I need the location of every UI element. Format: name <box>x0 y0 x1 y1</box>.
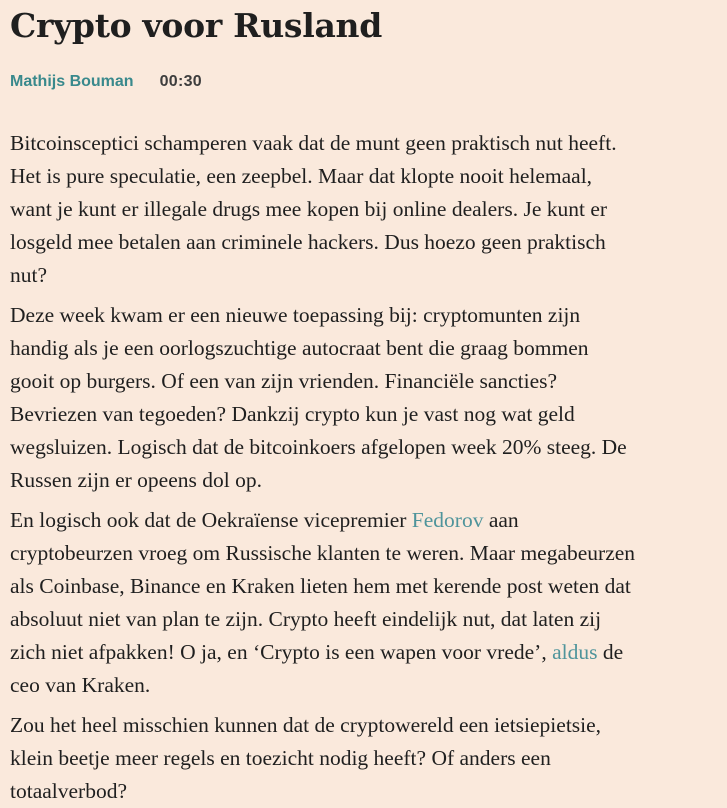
text-segment: gooit op burgers. Of een van zijn vrienden. Financiële sancties? <box>10 369 558 393</box>
text-line <box>10 127 717 160</box>
inline-link-fedorov[interactable]: Fedorov <box>411 508 484 532</box>
text-line <box>10 537 717 570</box>
text-segment: klein beetje meer regels en toezicht nodig heeft? Of anders een <box>10 746 551 770</box>
text-segment: absoluut niet van plan te zijn. Crypto heeft eindelijk nut, dat laten zij <box>10 607 602 631</box>
text-line <box>10 431 717 464</box>
text-segment: Deze week kwam er een nieuwe toepassing bij: cryptomunten zijn <box>10 303 581 327</box>
text-segment: Bitcoinsceptici schamperen vaak dat de munt geen praktisch nut heeft. <box>10 131 617 155</box>
text-segment: Russen zijn er opeens dol op. <box>10 468 262 492</box>
inline-link-aldus[interactable]: aldus <box>552 640 598 664</box>
text-line <box>10 603 717 636</box>
article-paragraph <box>10 504 717 702</box>
text-segment: totaalverbod? <box>10 779 128 803</box>
text-line <box>10 669 717 702</box>
publish-time: 00:30 <box>159 73 202 90</box>
text-segment: want je kunt er illegale drugs mee kopen bij online dealers. Je kunt er <box>10 197 608 221</box>
text-line <box>10 636 717 669</box>
text-segment: En logisch ook dat de Oekraïense vicepremier <box>10 508 412 532</box>
article-paragraph <box>10 709 717 808</box>
article-paragraph <box>10 127 717 292</box>
text-line <box>10 464 717 497</box>
text-segment: handig als je een oorlogszuchtige autocraat bent die graag bommen <box>10 336 589 360</box>
text-segment: Zou het heel misschien kunnen dat de cryptowereld een ietsiepietsie, <box>10 713 602 737</box>
text-line <box>10 299 717 332</box>
author-link[interactable]: Mathijs Bouman <box>10 73 134 90</box>
text-line <box>10 332 717 365</box>
text-segment: ceo van Kraken. <box>10 673 151 697</box>
text-line <box>10 193 717 226</box>
text-segment: als Coinbase, Binance en Kraken lieten hem met kerende post weten dat <box>10 574 631 598</box>
byline <box>10 72 717 91</box>
text-line <box>10 398 717 431</box>
text-segment: wegsluizen. Logisch dat de bitcoinkoers afgelopen week 20% steeg. De <box>10 435 627 459</box>
text-segment: aan <box>483 508 519 532</box>
article-body <box>10 127 717 808</box>
text-line <box>10 742 717 775</box>
text-line <box>10 365 717 398</box>
text-segment: Bevriezen van tegoeden? Dankzij crypto kun je vast nog wat geld <box>10 402 575 426</box>
text-segment: Het is pure speculatie, een zeepbel. Maar dat klopte nooit helemaal, <box>10 164 593 188</box>
text-segment: zich niet afpakken! O ja, en ‘Crypto is een wapen voor vrede’, <box>10 640 553 664</box>
text-line <box>10 226 717 259</box>
text-line <box>10 570 717 603</box>
text-line <box>10 709 717 742</box>
text-line <box>10 504 717 537</box>
text-segment: losgeld mee betalen aan criminele hackers. Dus hoezo geen praktisch <box>10 230 606 254</box>
text-segment: nut? <box>10 263 48 287</box>
text-line <box>10 259 717 292</box>
text-segment: cryptobeurzen vroeg om Russische klanten te weren. Maar megabeurzen <box>10 541 636 565</box>
article-paragraph <box>10 299 717 497</box>
text-line <box>10 160 717 193</box>
page-title: Crypto voor Rusland <box>10 6 382 45</box>
text-line <box>10 775 717 808</box>
text-segment: de <box>597 640 624 664</box>
